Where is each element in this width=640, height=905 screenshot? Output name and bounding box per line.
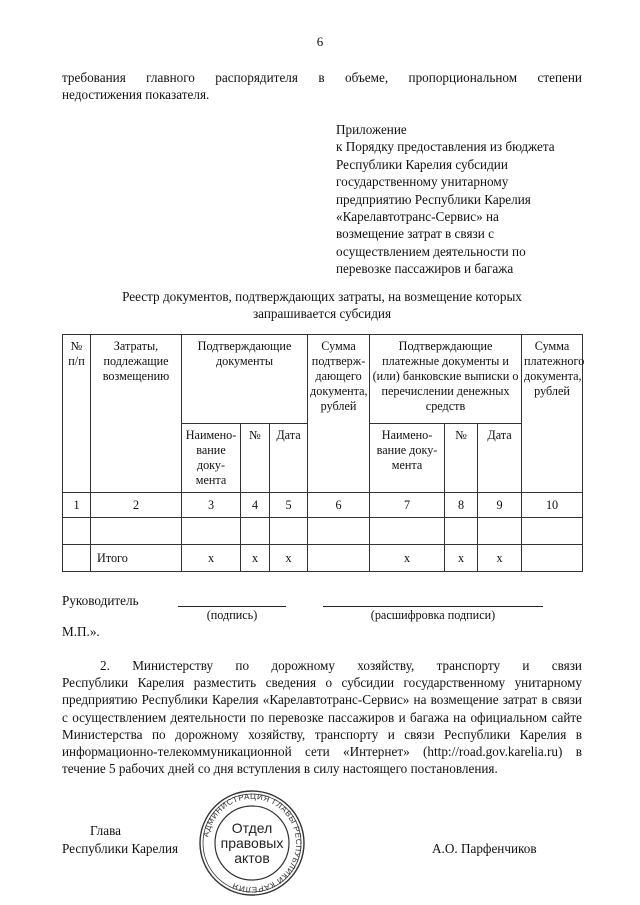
column-number: 5 bbox=[270, 493, 308, 518]
column-number: 6 bbox=[308, 493, 370, 518]
x-mark: x bbox=[270, 545, 308, 572]
column-number: 7 bbox=[370, 493, 445, 518]
x-mark: x bbox=[370, 545, 445, 572]
subheader-date-payment: Дата bbox=[478, 424, 522, 493]
empty-cell bbox=[522, 545, 583, 572]
appendix-line: осуществлением деятельности по bbox=[336, 243, 526, 259]
registry-title-line-1: Реестр документов, подтверждающих затраты, на возмещение которых bbox=[122, 289, 522, 304]
header-sum-confirm: Сумма подтверж-дающего документа, рублей bbox=[308, 335, 370, 493]
stamp-line-2: правовых bbox=[220, 835, 284, 851]
signature-caption: (подпись) bbox=[206, 608, 258, 622]
appendix-line: перевозке пассажиров и багажа bbox=[336, 261, 514, 277]
seal-place-label: М.П.». bbox=[62, 624, 100, 639]
appendix-line: Приложение bbox=[336, 122, 407, 137]
page-number: 6 bbox=[316, 34, 324, 49]
empty-cell bbox=[182, 518, 241, 545]
registry-table bbox=[62, 334, 583, 572]
official-stamp bbox=[190, 789, 314, 897]
column-number: 10 bbox=[522, 493, 583, 518]
column-number: 3 bbox=[182, 493, 241, 518]
signoff-title-2: Республики Карелия bbox=[62, 841, 179, 856]
empty-cell bbox=[270, 518, 308, 545]
empty-cell bbox=[478, 518, 522, 545]
column-number: 8 bbox=[445, 493, 478, 518]
x-mark: x bbox=[478, 545, 522, 572]
signature-line bbox=[178, 606, 286, 607]
paragraph-2 bbox=[62, 657, 582, 777]
appendix-line: к Порядку предоставления из бюджета bbox=[336, 139, 555, 155]
registry-title-line-2: запрашивается субсидия bbox=[252, 306, 392, 321]
subheader-date: Дата bbox=[270, 424, 308, 493]
appendix-line: Республики Карелия субсидии bbox=[336, 156, 508, 172]
signoff-title-1: Глава bbox=[90, 823, 121, 838]
appendix-line: «Карелавтотранс-Сервис» на bbox=[336, 209, 499, 225]
x-mark: x bbox=[241, 545, 270, 572]
total-label: Итого bbox=[91, 545, 182, 572]
header-confirm-docs: Подтверждающие документы bbox=[182, 335, 308, 424]
table-row-column-numbers bbox=[63, 493, 583, 518]
header-costs: Затраты, подлежащие возмещению bbox=[91, 335, 182, 493]
intro-line-1: требования главного распорядителя в объеме, пропорциональном степени bbox=[62, 70, 582, 85]
header-sum-payment: Сумма платежного документа, рублей bbox=[522, 335, 583, 493]
appendix-line: возмещение затрат в связи с bbox=[336, 226, 494, 242]
table-row-total bbox=[63, 545, 583, 572]
empty-cell bbox=[308, 518, 370, 545]
empty-cell bbox=[445, 518, 478, 545]
table-header-row bbox=[63, 335, 583, 424]
intro-line-2: недостижения показателя. bbox=[62, 87, 210, 102]
paragraph-2-body: Республики Карелия разместить сведения о субсидии государственному унитарному предприятию Республики Карелия «Карелавтотранс-Сервис» на возмещение затрат в связи с осуществлением деятельности по перевозке пассажиров и багажа на официальном сайте Министерства по дорожному хозяйству, транспорту и связи Республики Карелия в информационно-телекоммуникационной сети «Интернет» (http://road.gov.karelia.ru) в течение 5 рабочих дней со дня вступления в силу настоящего постановления. bbox=[62, 675, 582, 777]
signature-decode-line bbox=[323, 606, 543, 607]
empty-cell bbox=[91, 518, 182, 545]
x-mark: x bbox=[445, 545, 478, 572]
column-number: 1 bbox=[63, 493, 91, 518]
intro-text bbox=[62, 69, 582, 103]
appendix-line: предприятию Республики Карелия bbox=[336, 191, 531, 207]
subheader-name-payment: Наимено-вание доку-мента bbox=[370, 424, 445, 493]
empty-cell bbox=[522, 518, 583, 545]
column-number: 2 bbox=[91, 493, 182, 518]
empty-cell bbox=[63, 545, 91, 572]
header-num: № п/п bbox=[63, 335, 91, 493]
subheader-number: № bbox=[241, 424, 270, 493]
registry-title bbox=[62, 288, 582, 322]
empty-cell bbox=[241, 518, 270, 545]
signature-decode-caption: (расшифровка подписи) bbox=[370, 608, 496, 622]
paragraph-2-first-line: 2. Министерству по дорожному хозяйству, транспорту и связи bbox=[100, 658, 582, 673]
stamp-line-3: актов bbox=[234, 850, 270, 866]
appendix-line: государственному унитарному bbox=[336, 174, 509, 190]
column-number: 4 bbox=[241, 493, 270, 518]
empty-cell bbox=[63, 518, 91, 545]
appendix-block bbox=[336, 121, 596, 278]
empty-cell bbox=[308, 545, 370, 572]
table-row-empty bbox=[63, 518, 583, 545]
stamp-line-1: Отдел bbox=[231, 820, 273, 836]
subheader-number-payment: № bbox=[445, 424, 478, 493]
empty-cell bbox=[370, 518, 445, 545]
header-payment-docs: Подтверждающие платежные документы и (или) банковские выписки о перечислении денежных средств bbox=[370, 335, 522, 424]
x-mark: x bbox=[182, 545, 241, 572]
column-number: 9 bbox=[478, 493, 522, 518]
stamp-ring-text: АДМИНИСТРАЦИЯ ГЛАВЫ РЕСПУБЛИКИ КАРЕЛИЯ bbox=[201, 791, 304, 895]
signer-name: А.О. Парфенчиков bbox=[432, 841, 537, 856]
subheader-name: Наимено-вание доку-мента bbox=[182, 424, 241, 493]
head-label: Руководитель bbox=[62, 593, 139, 608]
